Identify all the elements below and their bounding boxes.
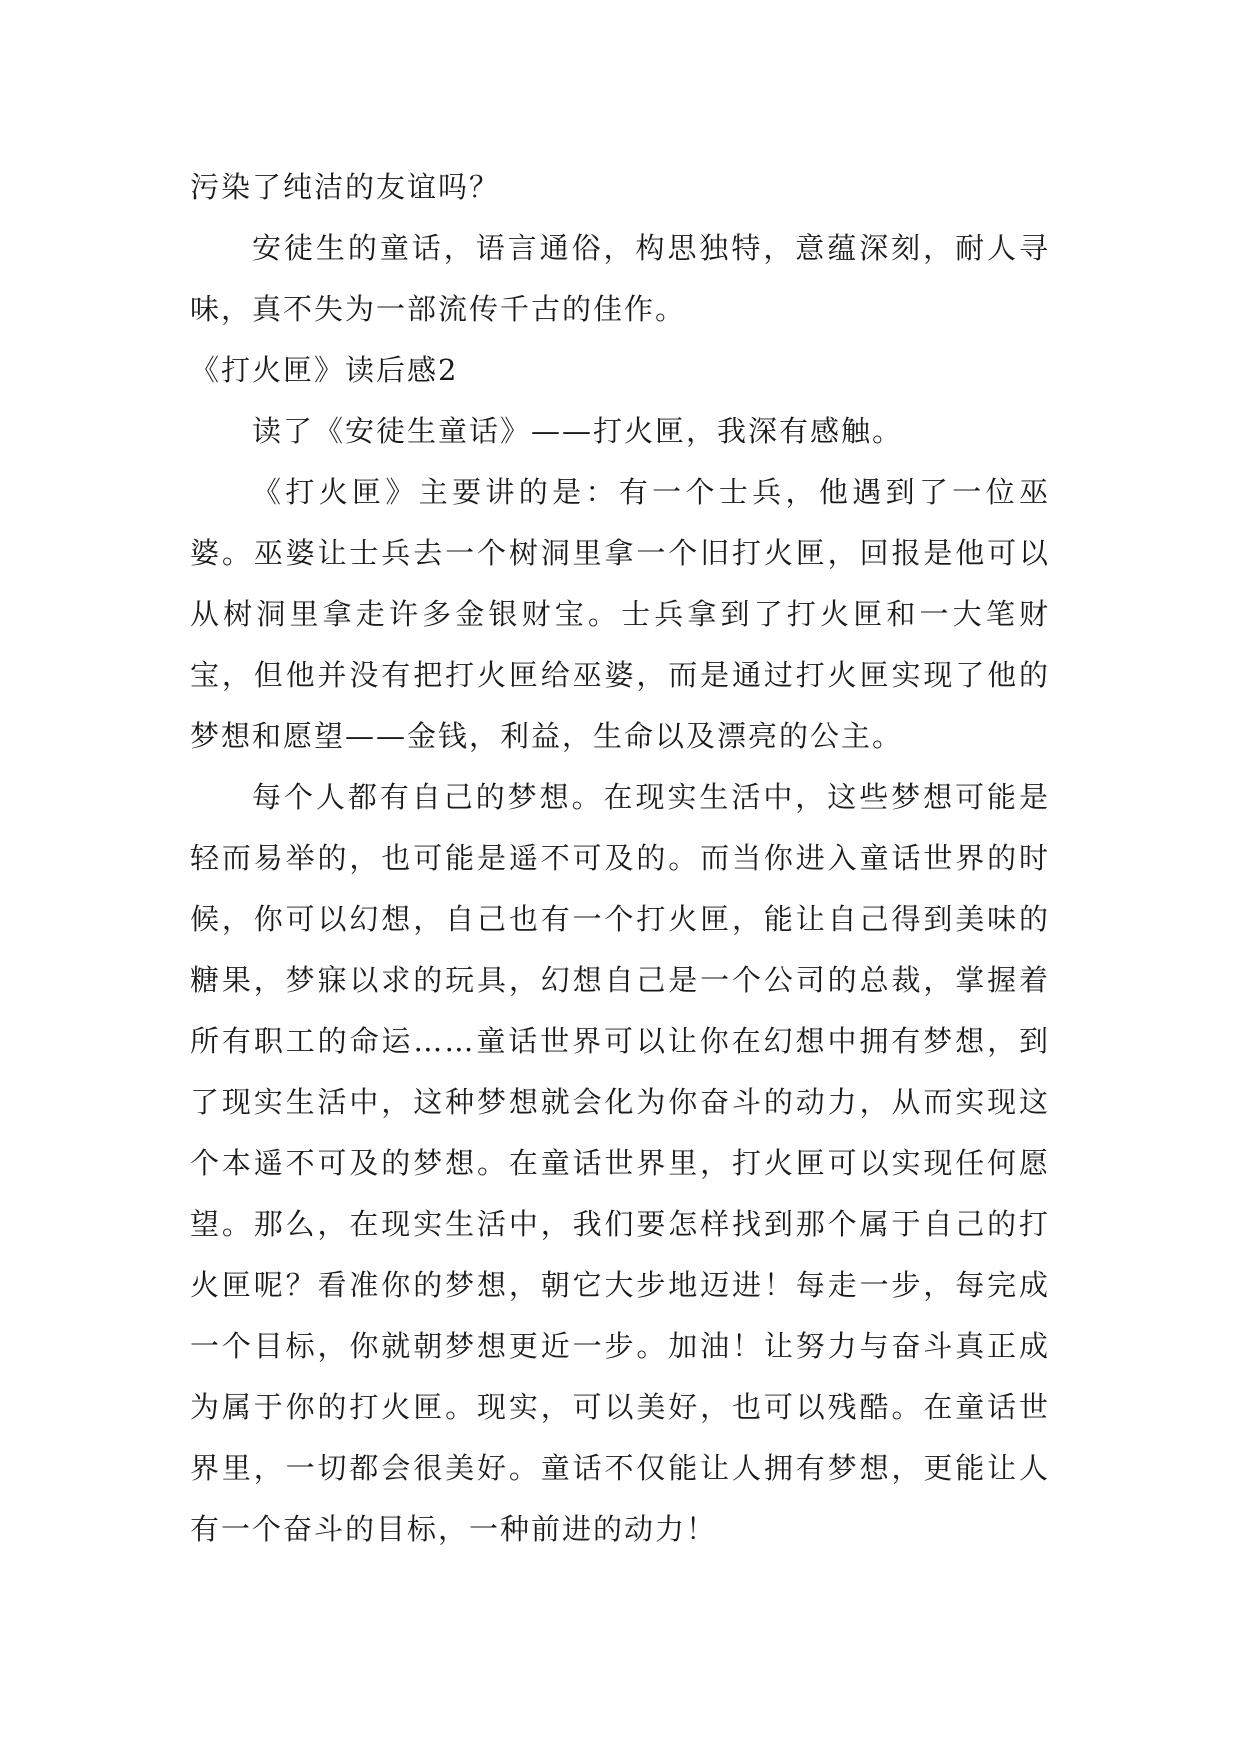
paragraph-summary: 《打火匣》主要讲的是：有一个士兵，他遇到了一位巫婆。巫婆让士兵去一个树洞里拿一个旧打火匣，回报是他可以从树洞里拿走许多金银财宝。士兵拿到了打火匣和一大笔财宝，但他并没有把打火匣给巫婆，而是通过打火匣实现了他的梦想和愿望——金钱，利益，生命以及漂亮的公主。 [190,475,1050,753]
paragraph-conclusion: 安徒生的童话，语言通俗，构思独特，意蕴深刻，耐人寻味，真不失为一部流传千古的佳作。 [190,231,1050,326]
paragraph-intro: 读了《安徒生童话》——打火匣，我深有感触。 [252,414,904,448]
paragraph-continuation: 污染了纯洁的友谊吗？ [190,170,501,204]
paragraph-reflection: 每个人都有自己的梦想。在现实生活中，这些梦想可能是轻而易举的，也可能是遥不可及的。而当你进入童话世界的时候，你可以幻想，自己也有一个打火匣，能让自己得到美味的糖果，梦寐以求的玩具，幻想自己是一个公司的总裁，掌握着所有职工的命运……童话世界可以让你在幻想中拥有梦想，到了现实生活中，这种梦想就会化为你奋斗的动力，从而实现这个本遥不可及的梦想。在童话世界里，打火匣可以实现任何愿望。那么，在现实生活中，我们要怎样找到那个属于自己的打火匣呢？看准你的梦想，朝它大步地迈进！每走一步，每完成一个目标，你就朝梦想更近一步。加油！让努力与奋斗真正成为属于你的打火匣。现实，可以美好，也可以残酷。在童话世界里，一切都会很美好。童话不仅能让人拥有梦想，更能让人有一个奋斗的目标，一种前进的动力！ [190,780,1050,1546]
section-heading: 《打火匣》读后感2 [190,353,459,387]
document-body [190,157,1050,1560]
